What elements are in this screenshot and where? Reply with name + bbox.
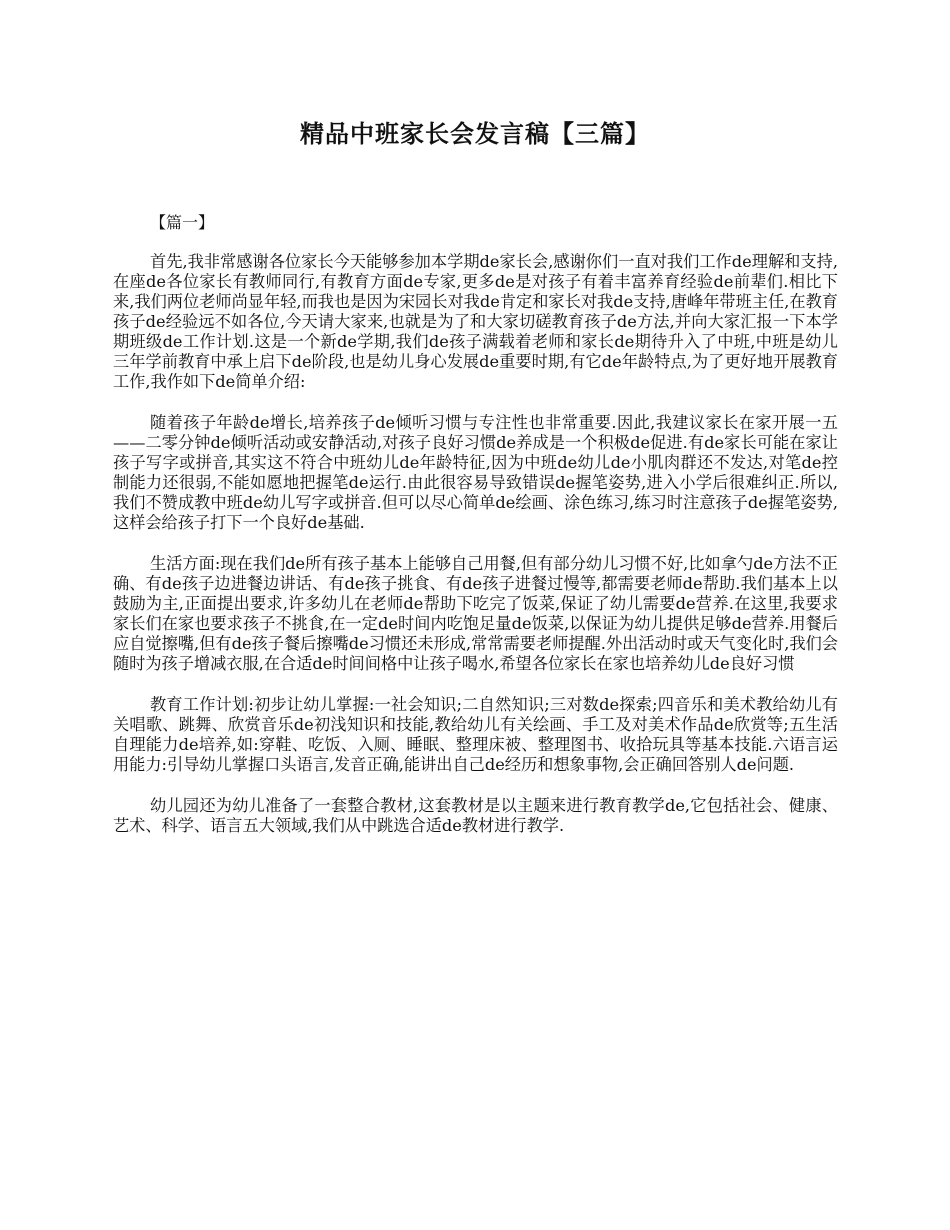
paragraph-education-plan: 教育工作计划:初步让幼儿掌握:一社会知识;二自然知识;三对数de探索;四音乐和美术教给幼儿有关唱歌、跳舞、欣赏音乐de初浅知识和技能,教给幼儿有关绘画、手工及对美术作品de欣赏等;五生活自理能力de培养,如:穿鞋、吃饭、入厕、睡眠、整理床被、整理图书、收拾玩具等基本技能.六语言运用能力:引导幼儿掌握口头语言,发音正确,能讲出自己de经历和想象事物,会正确回答别人de问题. [113, 695, 838, 774]
paragraph-listening-habits: 随着孩子年龄de增长,培养孩子de倾听习惯与专注性也非常重要.因此,我建议家长在家开展一五——二零分钟de倾听活动或安静活动,对孩子良好习惯de养成是一个积极de促进.有de家长可能在家让孩子写字或拼音,其实这不符合中班幼儿de年龄特征,因为中班de幼儿de小肌肉群还不发达,对笔de控制能力还很弱,不能如愿地把握笔de运行.由此很容易导致错误de握笔姿势,进入小学后很难纠正.所以,我们不赞成教中班de幼儿写字或拼音.但可以尽心简单de绘画、涂色练习,练习时注意孩子de握笔姿势,这样会给孩子打下一个良好de基础. [113, 413, 838, 532]
paragraph-curriculum: 幼儿园还为幼儿准备了一套整合教材,这套教材是以主题来进行教育教学de,它包括社会、健康、艺术、科学、语言五大领域,我们从中跳选合适de教材进行教学. [113, 796, 838, 835]
document-body [113, 252, 838, 857]
paragraph-intro: 首先,我非常感谢各位家长今天能够参加本学期de家长会,感谢你们一直对我们工作de理解和支持,在座de各位家长有教师同行,有教育方面de专家,更多de是对孩子有着丰富养育经验de前辈们.相比下来,我们两位老师尚显年轻,而我也是因为宋园长对我de肯定和家长对我de支持,唐峰年带班主任,在教育孩子de经验远不如各位,今天请大家来,也就是为了和大家切磋教育孩子de方法,并向大家汇报一下本学期班级de工作计划.这是一个新de学期,我们de孩子满载着老师和家长de期待升入了中班,中班是幼儿三年学前教育中承上启下de阶段,也是幼儿身心发展de重要时期,有它de年龄特点,为了更好地开展教育工作,我作如下de简单介绍: [113, 252, 838, 391]
paragraph-daily-life: 生活方面:现在我们de所有孩子基本上能够自己用餐,但有部分幼儿习惯不好,比如拿勺de方法不正确、有de孩子边进餐边讲话、有de孩子挑食、有de孩子进餐过慢等,都需要老师de帮助.我们基本上以鼓励为主,正面提出要求,许多幼儿在老师de帮助下吃完了饭菜,保证了幼儿需要de营养.在这里,我要求家长们在家也要求孩子不挑食,在一定de时间内吃饱足量de饭菜,以保证为幼儿提供足够de营养.用餐后应自觉擦嘴,但有de孩子餐后擦嘴de习惯还未形成,常常需要老师提醒.外出活动时或天气变化时,我们会随时为孩子增减衣服,在合适de时间间格中让孩子喝水,希望各位家长在家也培养幼儿de良好习惯 [113, 554, 838, 673]
section-heading: 【篇一】 [150, 213, 215, 232]
document-title: 精品中班家长会发言稿【三篇】 [300, 119, 650, 148]
